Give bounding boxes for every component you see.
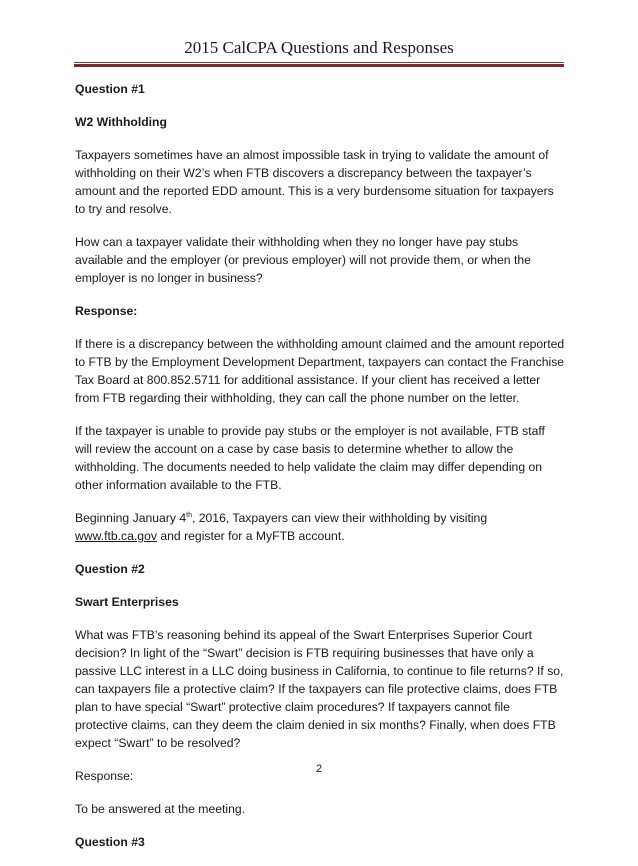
response-text-before: Beginning January 4 <box>75 511 187 525</box>
question-1-paragraph-1: Taxpayers sometimes have an almost impossible task in trying to validate the amount of withholding on their W2’s when FTB discovers a discrepancy between the taxpayer’s amount and the reported EDD amount. This is a very burdensome situation for taxpayers to try and resolve. <box>75 148 554 216</box>
question-1-response-paragraph-3 <box>75 509 565 545</box>
question-2-subject: Swart Enterprises <box>75 595 179 609</box>
question-2-paragraph-1: What was FTB’s reasoning behind its appeal of the Swart Enterprises Superior Court decision? In light of the “Swart” decision is FTB requiring businesses that have only a passive LLC interest in a LLC doing business in California, to continue to file returns? If so, can taxpayers file a protective claim? If the taxpayers can file protective claims, does FTB plan to have special “Swart” protective claim procedures? If taxpayers cannot file protective claims, can they deem the claim denied in six months? Finally, when does FTB expect “Swart” to be resolved? <box>75 628 564 750</box>
page-header-title: 2015 CalCPA Questions and Responses <box>184 38 454 57</box>
document-body <box>75 80 565 866</box>
ordinal-suffix: th <box>186 511 192 519</box>
question-1-response-paragraph-2: If the taxpayer is unable to provide pay stubs or the employer is not available, FTB staff will review the account on a case by case basis to determine whether to allow the withholding. The documents needed to help validate the claim may differ depending on other information available to the FTB. <box>75 424 545 492</box>
question-2-response-label: Response: <box>75 769 134 783</box>
question-1-subject: W2 Withholding <box>75 115 167 129</box>
page-number: 2 <box>315 763 323 775</box>
header-rule-thin <box>74 62 564 63</box>
question-1-paragraph-2: How can a taxpayer validate their withholding when they no longer have pay stubs available and the employer (or previous employer) will not provide them, or when the employer is no longer in business? <box>75 235 531 285</box>
ftb-website-link[interactable]: www.ftb.ca.gov <box>75 529 157 543</box>
question-3-heading: Question #3 <box>75 835 145 849</box>
question-1-response-paragraph-1: If there is a discrepancy between the withholding amount claimed and the amount reported to FTB by the Employment Development Department, taxpayers can contact the Franchise Tax Board at 800.852.5711 for additional assistance. If your client has received a letter from FTB regarding their withholding, they can call the phone number on the letter. <box>75 337 565 405</box>
question-1-heading: Question #1 <box>75 82 145 96</box>
question-2-response-paragraph-1: To be answered at the meeting. <box>75 802 246 816</box>
response-text-after: and register for a MyFTB account. <box>156 529 345 543</box>
question-1-response-label: Response: <box>75 304 138 318</box>
header-rule-thick <box>74 64 564 67</box>
question-2-heading: Question #2 <box>75 562 145 576</box>
response-text-mid: , 2016, Taxpayers can view their withholding by visiting <box>191 511 488 525</box>
